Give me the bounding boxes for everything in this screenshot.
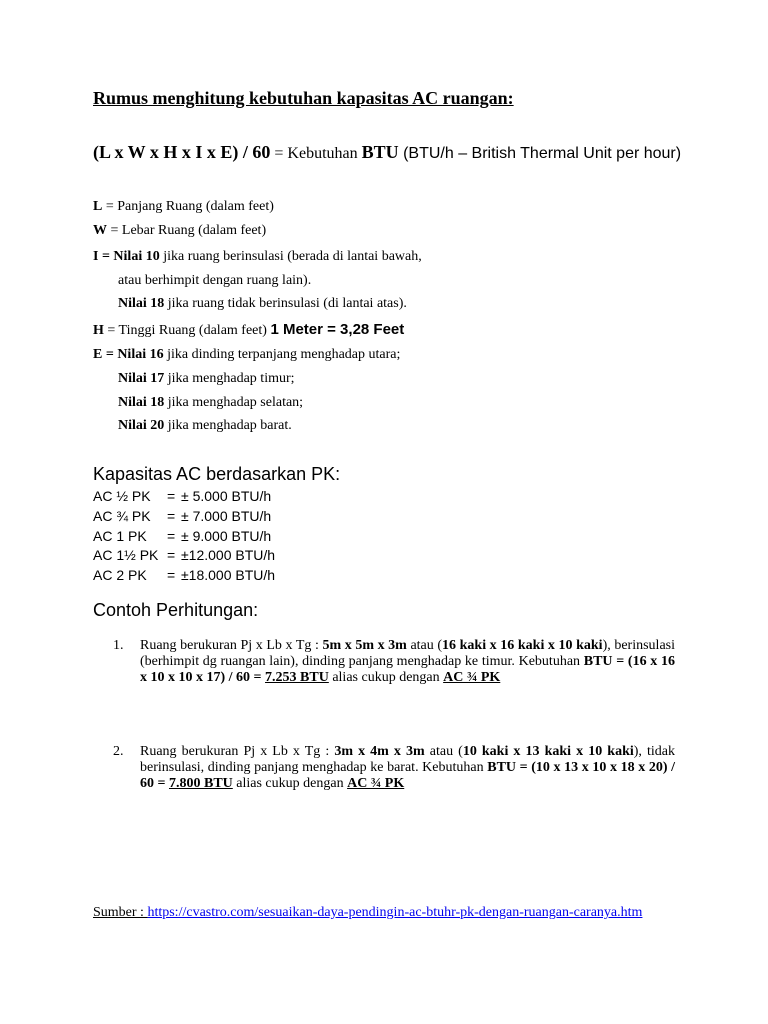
- example-text-part: Ruang berukuran Pj x Lb x Tg :: [140, 638, 323, 653]
- def-l-text: = Panjang Ruang (dalam feet): [102, 199, 274, 214]
- example-dims: 3m x 4m x 3m: [334, 744, 425, 759]
- def-e: [93, 347, 400, 363]
- def-i-alt-key: Nilai 18: [118, 296, 165, 311]
- example-calc: BTU = (16 x 16 x 10 x 10 x 17) / 60 =: [140, 654, 676, 685]
- example-text-part: atau (: [424, 744, 463, 759]
- pk-equals: =: [167, 488, 176, 504]
- pk-label: AC 1½ PK: [93, 547, 159, 563]
- document-title: Rumus menghitung kebutuhan kapasitas AC ruangan:: [93, 88, 514, 108]
- def-e-20: [118, 418, 292, 434]
- pk-value: ±18.000 BTU/h: [181, 567, 276, 583]
- def-e-17: [118, 371, 295, 387]
- def-e-18: [118, 395, 303, 411]
- example-dims: 5m x 5m x 3m: [322, 638, 407, 653]
- btu-formula: [93, 142, 693, 164]
- source-link[interactable]: https://cvastro.com/sesuaikan-daya-pendingin-ac-btuhr-pk-dengan-ruangan-caranya.htm: [147, 905, 643, 920]
- source-label: Sumber :: [93, 905, 148, 920]
- pk-equals: =: [167, 528, 176, 544]
- formula-description: (BTU/h – British Thermal Unit per hour): [398, 145, 682, 162]
- def-e-key: E = Nilai 16: [93, 347, 164, 362]
- def-i-cont: atau berhimpit dengan ruang lain).: [118, 273, 312, 288]
- def-e-17-key: Nilai 17: [118, 371, 165, 386]
- def-e-20-text: jika menghadap barat.: [164, 418, 292, 433]
- pk-value: ± 7.000 BTU/h: [181, 508, 272, 524]
- example-number: 1.: [113, 638, 124, 653]
- def-l: [93, 199, 274, 215]
- pk-row: [93, 488, 271, 504]
- example-text-part: ), tidak berinsulasi, dinding panjang menghadap ke barat. Kebutuhan: [140, 744, 675, 775]
- def-w: [93, 223, 266, 239]
- def-e-18-text: jika menghadap selatan;: [164, 395, 304, 410]
- pk-value: ± 9.000 BTU/h: [181, 528, 272, 544]
- example-number: 2.: [113, 744, 124, 759]
- example-feet: 10 kaki x 13 kaki x 10 kaki: [462, 744, 634, 759]
- def-e-20-key: Nilai 20: [118, 418, 165, 433]
- example-item: [113, 744, 675, 792]
- example-calc: BTU = (10 x 13 x 10 x 18 x 20) / 60 =: [140, 760, 676, 791]
- example-text-part: alias cukup dengan: [232, 776, 348, 791]
- example-ac: AC ¾ PK: [443, 670, 501, 685]
- formula-equals: =: [270, 145, 288, 162]
- pk-label: AC ¾ PK: [93, 508, 151, 524]
- example-item: [113, 638, 675, 686]
- def-h-key: H: [93, 323, 104, 338]
- pk-value: ±12.000 BTU/h: [181, 547, 276, 563]
- pk-label: AC 2 PK: [93, 567, 147, 583]
- example-result: 7.253 BTU: [265, 670, 329, 685]
- example-feet: 16 kaki x 16 kaki x 10 kaki: [442, 638, 603, 653]
- def-i-key: I = Nilai 10: [93, 249, 160, 264]
- pk-row: [93, 567, 275, 583]
- example-text-part: Ruang berukuran Pj x Lb x Tg :: [140, 744, 335, 759]
- def-w-text: = Lebar Ruang (dalam feet): [107, 223, 267, 238]
- pk-row: [93, 528, 271, 544]
- example-text: [140, 744, 675, 792]
- def-w-key: W: [93, 223, 107, 238]
- example-text-part: ), berinsulasi (berhimpit dg ruangan lain), dinding panjang menghadap ke timur. Kebutuhan: [140, 638, 675, 669]
- pk-heading: Kapasitas AC berdasarkan PK:: [93, 464, 341, 484]
- def-i: [93, 249, 422, 265]
- example-text-part: atau (: [406, 638, 443, 653]
- pk-row: [93, 547, 275, 563]
- def-i-alt-text: jika ruang tidak berinsulasi (di lantai atas).: [164, 296, 407, 311]
- formula-expression: (L x W x H x I x E) / 60: [93, 142, 271, 162]
- def-h-text: = Tinggi Ruang (dalam feet): [103, 323, 271, 338]
- def-i-alt: [118, 296, 407, 312]
- formula-kebutuhan: Kebutuhan: [287, 145, 362, 162]
- def-h: [93, 321, 404, 339]
- example-heading: Contoh Perhitungan:: [93, 600, 259, 620]
- pk-label: AC ½ PK: [93, 488, 151, 504]
- def-l-key: L: [93, 199, 103, 214]
- meter-feet-conversion: 1 Meter = 3,28 Feet: [270, 321, 405, 338]
- pk-equals: =: [167, 567, 176, 583]
- def-e-18-key: Nilai 18: [118, 395, 165, 410]
- pk-row: [93, 508, 271, 524]
- example-result: 7.800 BTU: [168, 776, 233, 791]
- formula-btu: BTU: [361, 142, 399, 162]
- source-line: [93, 905, 642, 921]
- example-ac: AC ¾ PK: [347, 776, 405, 791]
- def-e-17-text: jika menghadap timur;: [164, 371, 295, 386]
- pk-label: AC 1 PK: [93, 528, 147, 544]
- pk-equals: =: [167, 547, 176, 563]
- pk-value: ± 5.000 BTU/h: [181, 488, 272, 504]
- pk-equals: =: [167, 508, 176, 524]
- def-i-text: jika ruang berinsulasi (berada di lantai bawah,: [159, 249, 422, 264]
- example-text-part: alias cukup dengan: [328, 670, 444, 685]
- def-e-text: jika dinding terpanjang menghadap utara;: [163, 347, 401, 362]
- example-text: [140, 638, 675, 686]
